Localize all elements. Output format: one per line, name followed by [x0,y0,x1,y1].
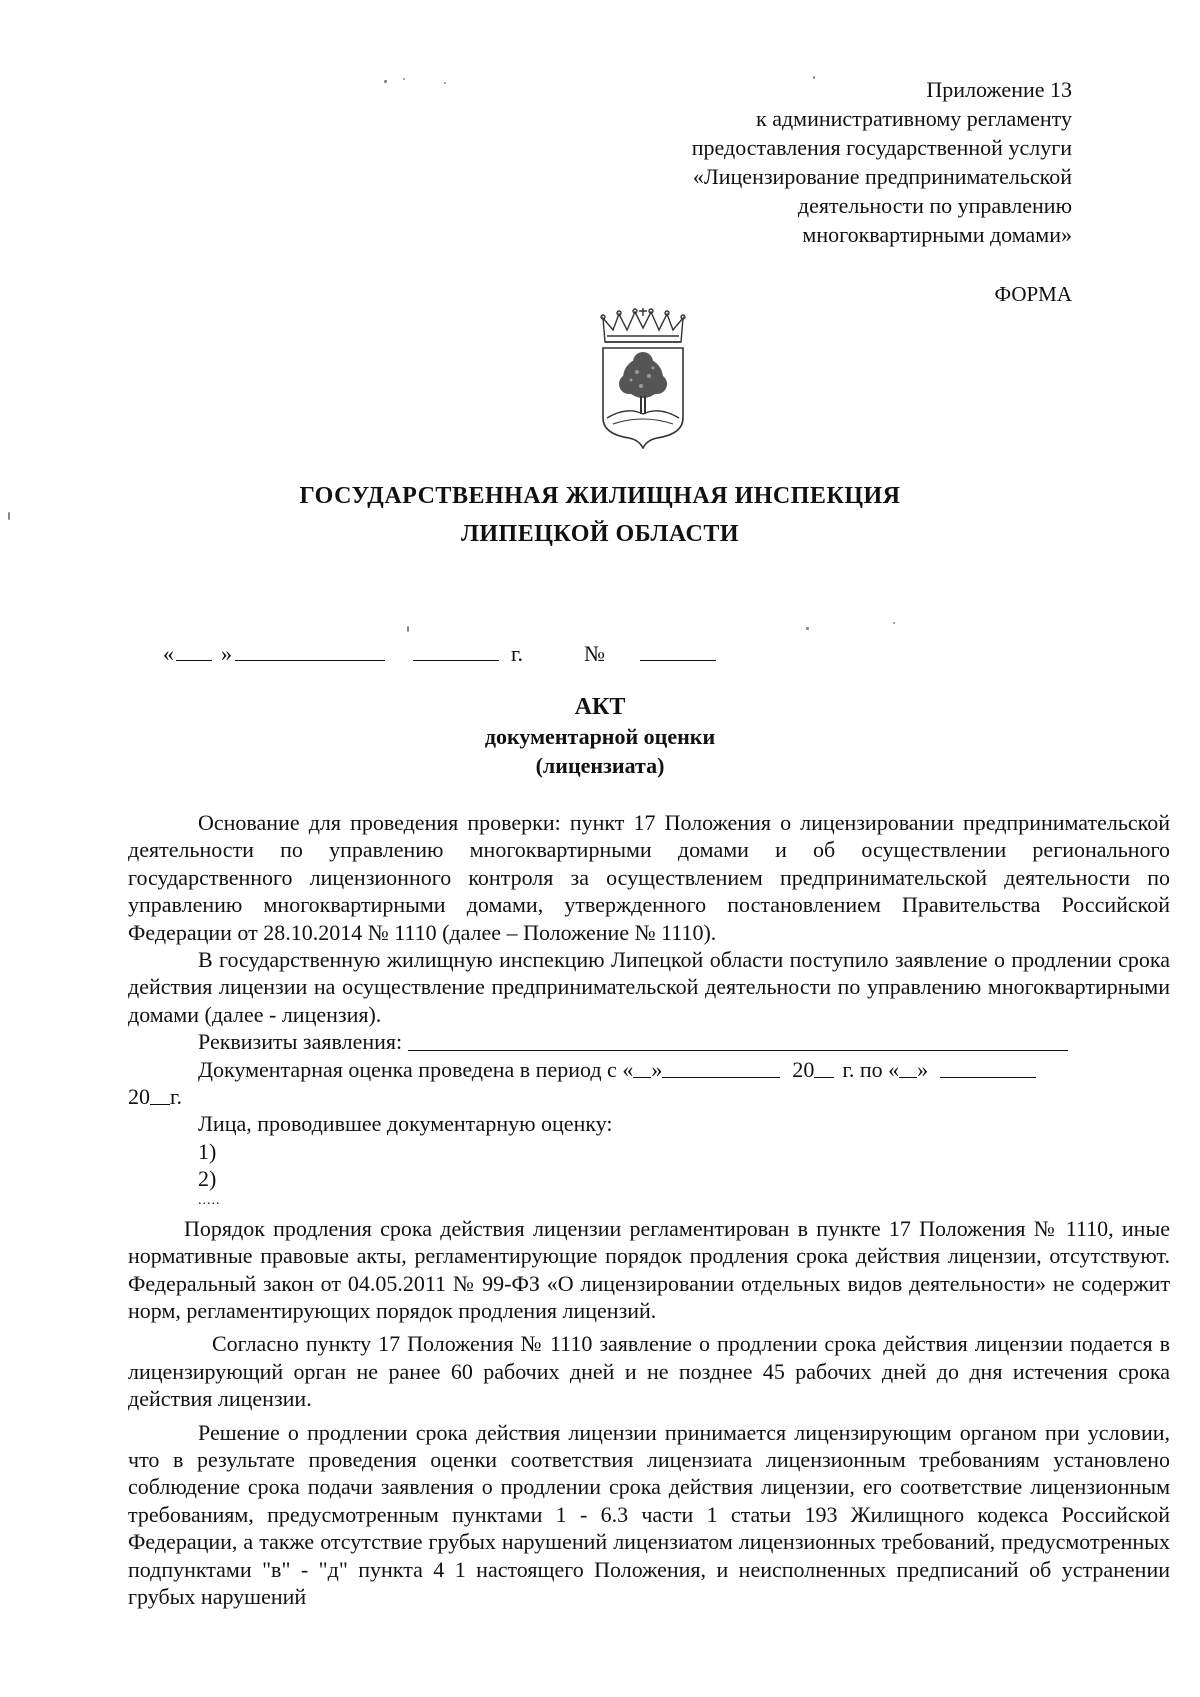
appendix-line: деятельности по управлению [797,193,1072,218]
organization-region: ЛИПЕЦКОЙ ОБЛАСТИ [461,521,739,547]
month-field[interactable] [235,640,385,667]
period-start-month-field[interactable] [662,1076,780,1078]
person-item: 2) [198,1166,217,1192]
persons-label: Лица, проводившее документарную оценку: [198,1111,613,1137]
appendix-line: Приложение 13 [926,77,1072,102]
period-start-year-field[interactable] [814,1076,834,1078]
appendix-line: предоставления государственной услуги [691,135,1072,160]
requisites-line [128,1028,1170,1055]
number-sign: № [584,641,605,666]
year-suffix: г. [511,641,524,666]
period-text: г. по « [842,1056,900,1082]
application-paragraph: В государственную жилищную инспекцию Липецкой области поступило заявление о продлении срока действия лицензии на осуществление предпринимательской деятельности по управлению многоквартирными домами (далее - лицензия). [128,947,1170,1027]
period-text: 20 [128,1084,150,1110]
act-title-sub: (лицензиата) [535,753,665,778]
appendix-line: к административному регламенту [756,106,1072,131]
scan-speck [893,622,895,624]
period-text: Документарная оценка проведена в период с « [198,1056,634,1082]
period-start-day-field[interactable] [633,1076,651,1078]
requisites-field[interactable] [408,1049,1068,1051]
act-body [128,809,1170,1610]
period-text: 20 [792,1056,815,1082]
deadline-paragraph: Согласно пункту 17 Положения № 1110 заявление о продлении срока действия лицензии подается в лицензирующий орган не ранее 60 рабочих дней и не позднее 45 рабочих дней до дня истечения срока действия лицензии. [128,1331,1170,1412]
scan-speck [444,82,446,84]
period-end-year-field[interactable] [150,1103,170,1105]
person-item: 1) [198,1138,217,1164]
period-line [128,1056,1170,1083]
scan-speck [403,78,405,80]
year-field[interactable] [413,640,499,667]
scan-speck [8,512,10,520]
day-field[interactable] [176,640,212,667]
requisites-label: Реквизиты заявления: [198,1029,403,1055]
period-end-day-field[interactable] [899,1076,917,1078]
appendix-header [552,75,1072,249]
period-text: » [917,1056,929,1082]
act-title-main: АКТ [574,694,626,720]
appendix-line: многоквартирными домами» [802,222,1072,247]
appendix-line: «Лицензирование предпринимательской [692,164,1072,189]
period-line-2 [128,1083,1170,1110]
procedure-paragraph: Порядок продления срока действия лицензии регламентирован в пункте 17 Положения № 1110, иные нормативные правовые акты, регламентирующие порядок продления срока действия лицензии, отсутствуют. Федеральный закон от 04.05.2011 № 99-ФЗ «О лицензировании отдельных видов деятельности» не содержит норм, регламентирующих порядок продления лицензий. [128,1215,1170,1323]
scan-speck [384,80,387,83]
period-text: г. [170,1084,183,1110]
organization-name: ГОСУДАРСТВЕННАЯ ЖИЛИЩНАЯ ИНСПЕКЦИЯ [299,483,901,509]
lipetsk-coat-of-arms-icon [597,306,689,449]
date-open-quote: « [163,641,174,666]
date-number-line [0,640,1200,670]
decision-paragraph: Решение о продлении срока действия лицензии принимается лицензирующим органом при условии, что в результате проведения оценки соответствия лицензиата лицензионным требованиям установлено соблюдение срока подачи заявления о продлении срока действия лицензии, его соответствие лицензионным требованиям, предусмотренным пунктами 1 - 6.3 части 1 статьи 193 Жилищного кодекса Российской Федерации, а также отсутствие грубых нарушений лицензиатом лицензионных требований, предусмотренных подпунктами "в" - "д" пункта 4 1 настоящего Положения, и неисполненных предписаний об устранении грубых нарушений [128,1419,1170,1609]
form-label: ФОРМА [994,282,1072,306]
list-continuation: ..... [198,1192,221,1208]
scan-speck [407,626,409,632]
basis-paragraph: Основание для проведения проверки: пункт 17 Положения о лицензировании предпринимательской деятельности по управлению многоквартирными домами и об осуществлении регионального государственного лицензионного контроля за осуществлением предпринимательской деятельности по управлению многоквартирными домами, утвержденного постановлением Правительства Российской Федерации от 28.10.2014 № 1110 (далее – Положение № 1110). [128,810,1170,945]
period-text: » [651,1056,663,1082]
scan-speck [806,627,809,630]
period-end-month-field[interactable] [940,1076,1036,1078]
date-close-quote: » [221,641,232,666]
act-number-field[interactable] [640,640,716,667]
act-title [0,693,1200,780]
act-title-sub: документарной оценки [484,724,716,749]
